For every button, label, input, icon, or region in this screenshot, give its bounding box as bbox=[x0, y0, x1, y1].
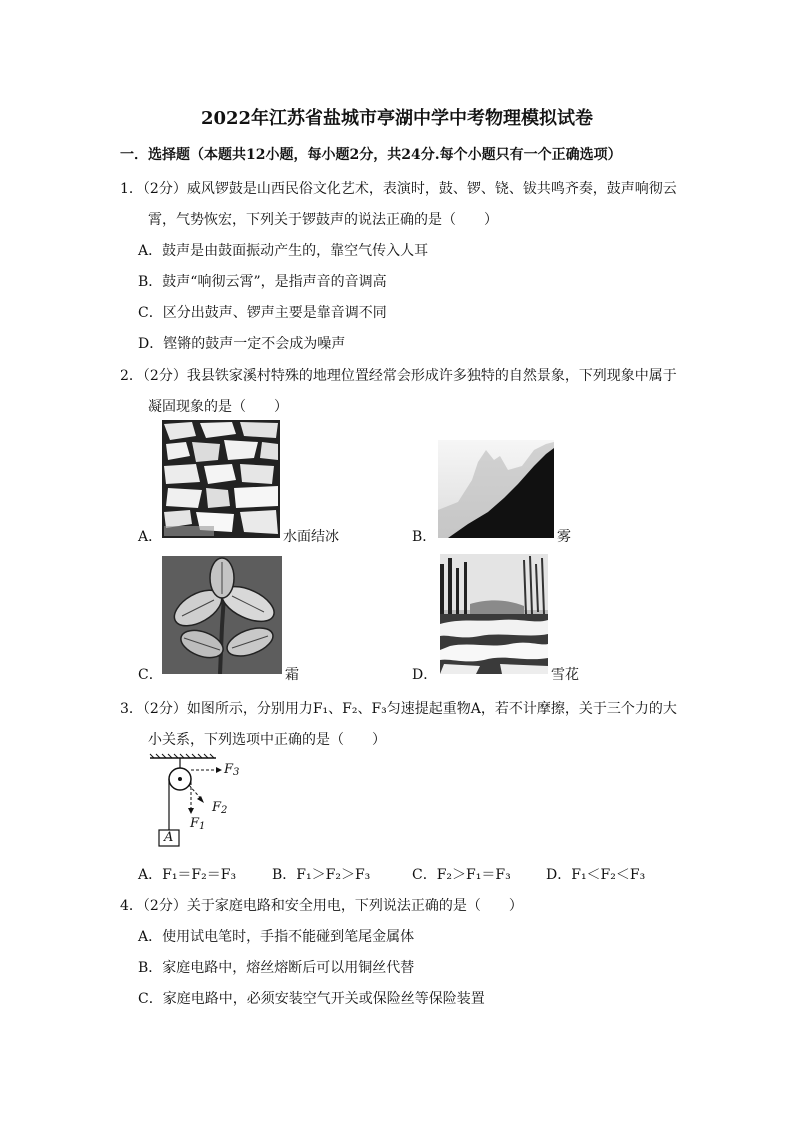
section-heading: 一．选择题（本题共12小题，每小题2分，共24分.每个小题只有一个正确选项） bbox=[120, 147, 622, 163]
q3-option-a: A．F₁＝F₂＝F₃ bbox=[138, 867, 237, 883]
q1-option-c: C．区分出鼓声、锣声主要是靠音调不同 bbox=[138, 305, 387, 321]
q2-option-c-caption: 霜 bbox=[285, 667, 299, 683]
q4-option-b: B．家庭电路中，熔丝熔断后可以用铜丝代替 bbox=[138, 960, 415, 976]
q3-option-c: C．F₂＞F₁＝F₃ bbox=[412, 867, 511, 883]
q3-stem-line2: 小关系，下列选项中正确的是（ ） bbox=[148, 732, 386, 748]
weight-block-label: A bbox=[164, 830, 174, 845]
q1-option-a: A．鼓声是由鼓面振动产生的，靠空气传入人耳 bbox=[138, 243, 429, 259]
q1-option-b: B．鼓声“响彻云霄”，是指声音的音调高 bbox=[138, 274, 387, 290]
q2-stem-line1: 2．（2分）我县铁家溪村特殊的地理位置经常会形成许多独特的自然景象，下列现象中属于 bbox=[120, 368, 677, 384]
page-title: 2022年江苏省盐城市亭湖中学中考物理模拟试卷 bbox=[200, 108, 594, 129]
q2-option-a-letter: A． bbox=[138, 529, 163, 545]
pulley-diagram bbox=[142, 752, 252, 848]
q2-stem-line2: 凝固现象的是（ ） bbox=[148, 399, 288, 415]
q2-option-c-letter: C． bbox=[138, 667, 163, 683]
q3-option-d: D．F₁＜F₂＜F₃ bbox=[546, 867, 646, 883]
q4-stem: 4．（2分）关于家庭电路和安全用电，下列说法正确的是（ ） bbox=[120, 898, 523, 914]
force-f3-label: $F_3$ bbox=[224, 762, 240, 778]
q3-stem-line1: 3．（2分）如图所示，分别用力F₁、F₂、F₃匀速提起重物A，若不计摩擦，关于三个力的大 bbox=[120, 701, 677, 717]
q1-stem-line2: 霄，气势恢宏，下列关于锣鼓声的说法正确的是（ ） bbox=[148, 212, 498, 228]
q1-stem-line1: 1．（2分）威风锣鼓是山西民俗文化艺术，表演时，鼓、锣、铙、钹共鸣齐奏，鼓声响彻云 bbox=[120, 181, 677, 197]
ice-image bbox=[162, 420, 280, 538]
q4-option-c: C．家庭电路中，必须安装空气开关或保险丝等保险装置 bbox=[138, 991, 485, 1007]
frost-leaves-image bbox=[162, 556, 282, 674]
q1-option-d: D．铿锵的鼓声一定不会成为噪声 bbox=[138, 336, 346, 352]
q2-option-a-caption: 水面结冰 bbox=[283, 529, 339, 545]
q2-option-b-caption: 雾 bbox=[557, 529, 571, 545]
force-f2-label: $F_2$ bbox=[212, 800, 228, 816]
fog-mountain-image bbox=[438, 440, 554, 538]
q2-option-d-letter: D． bbox=[412, 667, 438, 683]
q2-option-b-letter: B． bbox=[412, 529, 437, 545]
q3-option-b: B．F₁＞F₂＞F₃ bbox=[272, 867, 371, 883]
force-f1-label: $F_1$ bbox=[190, 816, 206, 832]
q2-option-d-caption: 雪花 bbox=[551, 667, 579, 683]
snow-forest-image bbox=[440, 554, 548, 674]
q4-option-a: A．使用试电笔时，手指不能碰到笔尾金属体 bbox=[138, 929, 415, 945]
